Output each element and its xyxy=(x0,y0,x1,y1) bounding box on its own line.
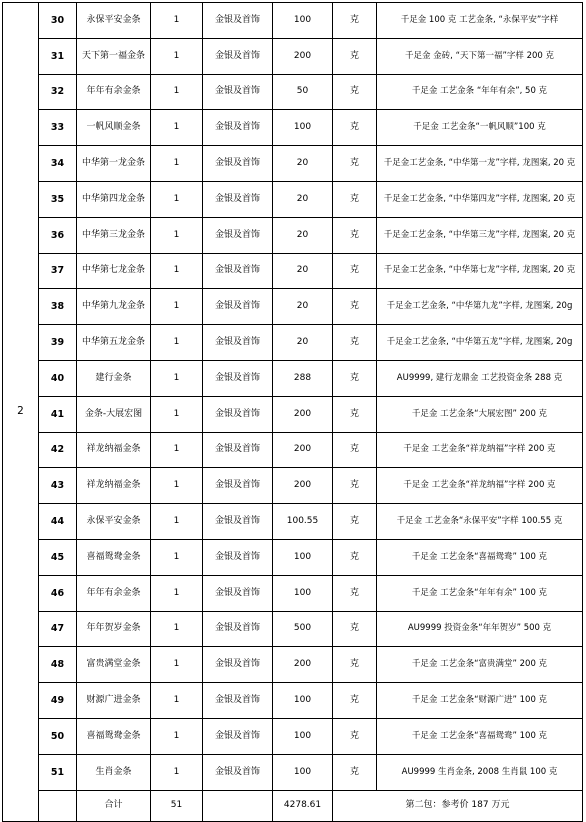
category-cell: 金银及首饰 xyxy=(203,3,273,39)
item-number-cell: 38 xyxy=(39,289,77,325)
item-number-cell: 33 xyxy=(39,110,77,146)
unit-cell: 克 xyxy=(333,539,377,575)
description-cell: AU9999, 建行龙鼎金 工艺投资金条 288 克 xyxy=(377,360,583,396)
quantity-cell: 1 xyxy=(151,74,203,110)
description-cell: 千足金 工艺金条“富贵满堂” 200 克 xyxy=(377,647,583,683)
description-cell: 千足金工艺金条, “中华第三龙”字样, 龙图案, 20 克 xyxy=(377,217,583,253)
table-row xyxy=(3,468,583,504)
table-row xyxy=(3,432,583,468)
weight-cell: 20 xyxy=(273,217,333,253)
item-number-cell: 32 xyxy=(39,74,77,110)
weight-cell: 100 xyxy=(273,3,333,39)
table-row xyxy=(3,360,583,396)
item-number-cell: 35 xyxy=(39,181,77,217)
weight-cell: 288 xyxy=(273,360,333,396)
unit-cell: 克 xyxy=(333,110,377,146)
item-name-cell: 建行金条 xyxy=(77,360,151,396)
quantity-cell: 1 xyxy=(151,253,203,289)
weight-cell: 100 xyxy=(273,754,333,790)
weight-cell: 100.55 xyxy=(273,504,333,540)
item-name-cell: 祥龙纳福金条 xyxy=(77,468,151,504)
item-name-cell: 祥龙纳福金条 xyxy=(77,432,151,468)
weight-cell: 500 xyxy=(273,611,333,647)
unit-cell: 克 xyxy=(333,253,377,289)
quantity-cell: 1 xyxy=(151,683,203,719)
item-number-cell: 31 xyxy=(39,38,77,74)
quantity-cell: 1 xyxy=(151,504,203,540)
table-row xyxy=(3,217,583,253)
unit-cell: 克 xyxy=(333,432,377,468)
category-cell: 金银及首饰 xyxy=(203,754,273,790)
quantity-cell: 1 xyxy=(151,718,203,754)
weight-cell: 200 xyxy=(273,396,333,432)
weight-cell: 20 xyxy=(273,146,333,182)
category-cell: 金银及首饰 xyxy=(203,575,273,611)
weight-cell: 200 xyxy=(273,432,333,468)
item-name-cell: 财源广进金条 xyxy=(77,683,151,719)
item-name-cell: 永保平安金条 xyxy=(77,504,151,540)
description-cell: 千足金 金砖, “天下第一福”字样 200 克 xyxy=(377,38,583,74)
weight-cell: 20 xyxy=(273,289,333,325)
description-cell: 千足金 工艺金条“喜福鸳鸯” 100 克 xyxy=(377,718,583,754)
weight-cell: 200 xyxy=(273,647,333,683)
unit-cell: 克 xyxy=(333,325,377,361)
weight-cell: 20 xyxy=(273,253,333,289)
item-name-cell: 一帆风顺金条 xyxy=(77,110,151,146)
quantity-cell: 1 xyxy=(151,110,203,146)
description-cell: 千足金工艺金条, “中华第七龙”字样, 龙图案, 20 克 xyxy=(377,253,583,289)
table-row xyxy=(3,146,583,182)
table-row xyxy=(3,575,583,611)
item-number-cell: 45 xyxy=(39,539,77,575)
description-cell: 千足金工艺金条, “中华第九龙”字样, 龙图案, 20g xyxy=(377,289,583,325)
description-cell: 千足金 工艺金条 “年年有余”, 50 克 xyxy=(377,74,583,110)
weight-cell: 100 xyxy=(273,539,333,575)
table-row xyxy=(3,396,583,432)
unit-cell: 克 xyxy=(333,289,377,325)
table-row xyxy=(3,539,583,575)
weight-cell: 50 xyxy=(273,74,333,110)
item-number-cell: 43 xyxy=(39,468,77,504)
table-row xyxy=(3,38,583,74)
item-number-cell: 37 xyxy=(39,253,77,289)
category-cell: 金银及首饰 xyxy=(203,611,273,647)
item-name-cell: 中华第五龙金条 xyxy=(77,325,151,361)
item-number-cell: 41 xyxy=(39,396,77,432)
item-number-cell: 42 xyxy=(39,432,77,468)
table-row xyxy=(3,3,583,39)
item-number-cell: 47 xyxy=(39,611,77,647)
item-name-cell: 永保平安金条 xyxy=(77,3,151,39)
category-cell: 金银及首饰 xyxy=(203,253,273,289)
table-row xyxy=(3,683,583,719)
category-cell: 金银及首饰 xyxy=(203,504,273,540)
item-number-cell: 39 xyxy=(39,325,77,361)
quantity-cell: 1 xyxy=(151,575,203,611)
description-cell: 千足金 工艺金条“年年有余” 100 克 xyxy=(377,575,583,611)
item-name-cell: 富贵满堂金条 xyxy=(77,647,151,683)
item-name-cell: 中华第九龙金条 xyxy=(77,289,151,325)
item-number-cell: 40 xyxy=(39,360,77,396)
item-number-cell: 30 xyxy=(39,3,77,39)
table-row xyxy=(3,325,583,361)
description-cell: 千足金 工艺金条“祥龙纳福”字样 200 克 xyxy=(377,468,583,504)
quantity-cell: 1 xyxy=(151,3,203,39)
quantity-cell: 1 xyxy=(151,432,203,468)
weight-cell: 20 xyxy=(273,325,333,361)
quantity-cell: 1 xyxy=(151,289,203,325)
item-number-cell: 34 xyxy=(39,146,77,182)
item-number-cell: 51 xyxy=(39,754,77,790)
total-empty-cell xyxy=(39,790,77,821)
item-name-cell: 中华第七龙金条 xyxy=(77,253,151,289)
weight-cell: 100 xyxy=(273,683,333,719)
item-number-cell: 50 xyxy=(39,718,77,754)
group-number-cell: 2 xyxy=(3,3,39,822)
table-row xyxy=(3,718,583,754)
item-number-cell: 46 xyxy=(39,575,77,611)
category-cell: 金银及首饰 xyxy=(203,396,273,432)
category-cell: 金银及首饰 xyxy=(203,360,273,396)
category-cell: 金银及首饰 xyxy=(203,74,273,110)
weight-cell: 200 xyxy=(273,38,333,74)
table-row xyxy=(3,647,583,683)
category-cell: 金银及首饰 xyxy=(203,647,273,683)
table-row xyxy=(3,74,583,110)
weight-cell: 200 xyxy=(273,468,333,504)
category-cell: 金银及首饰 xyxy=(203,539,273,575)
table-row xyxy=(3,611,583,647)
quantity-cell: 1 xyxy=(151,146,203,182)
unit-cell: 克 xyxy=(333,360,377,396)
unit-cell: 克 xyxy=(333,504,377,540)
quantity-cell: 1 xyxy=(151,325,203,361)
category-cell: 金银及首饰 xyxy=(203,289,273,325)
category-cell: 金银及首饰 xyxy=(203,110,273,146)
quantity-cell: 1 xyxy=(151,181,203,217)
weight-cell: 100 xyxy=(273,575,333,611)
item-name-cell: 中华第四龙金条 xyxy=(77,181,151,217)
category-cell: 金银及首饰 xyxy=(203,718,273,754)
total-empty-cell xyxy=(203,790,273,821)
unit-cell: 克 xyxy=(333,611,377,647)
item-name-cell: 年年有余金条 xyxy=(77,575,151,611)
description-cell: 千足金 工艺金条“一帆风顺”100 克 xyxy=(377,110,583,146)
weight-cell: 100 xyxy=(273,110,333,146)
quantity-cell: 1 xyxy=(151,360,203,396)
category-cell: 金银及首饰 xyxy=(203,325,273,361)
unit-cell: 克 xyxy=(333,38,377,74)
quantity-cell: 1 xyxy=(151,217,203,253)
table-row xyxy=(3,504,583,540)
total-weight-cell: 4278.61 xyxy=(273,790,333,821)
unit-cell: 克 xyxy=(333,181,377,217)
table-row xyxy=(3,754,583,790)
category-cell: 金银及首饰 xyxy=(203,468,273,504)
total-note-cell: 第二包：参考价 187 万元 xyxy=(333,790,583,821)
unit-cell: 克 xyxy=(333,146,377,182)
quantity-cell: 1 xyxy=(151,611,203,647)
category-cell: 金银及首饰 xyxy=(203,181,273,217)
description-cell: 千足金工艺金条, “中华第一龙”字样, 龙图案, 20 克 xyxy=(377,146,583,182)
total-row xyxy=(3,790,583,821)
quantity-cell: 1 xyxy=(151,754,203,790)
unit-cell: 克 xyxy=(333,647,377,683)
description-cell: 千足金 工艺金条“喜福鸳鸯” 100 克 xyxy=(377,539,583,575)
description-cell: 千足金工艺金条, “中华第五龙”字样, 龙图案, 20g xyxy=(377,325,583,361)
total-label-cell: 合计 xyxy=(77,790,151,821)
unit-cell: 克 xyxy=(333,575,377,611)
quantity-cell: 1 xyxy=(151,647,203,683)
total-quantity-cell: 51 xyxy=(151,790,203,821)
description-cell: 千足金 工艺金条“祥龙纳福”字样 200 克 xyxy=(377,432,583,468)
item-number-cell: 48 xyxy=(39,647,77,683)
description-cell: 千足金 工艺金条“财源广进” 100 克 xyxy=(377,683,583,719)
table-row xyxy=(3,253,583,289)
item-name-cell: 年年贺岁金条 xyxy=(77,611,151,647)
table-row xyxy=(3,181,583,217)
quantity-cell: 1 xyxy=(151,468,203,504)
weight-cell: 20 xyxy=(273,181,333,217)
item-number-cell: 36 xyxy=(39,217,77,253)
unit-cell: 克 xyxy=(333,468,377,504)
category-cell: 金银及首饰 xyxy=(203,146,273,182)
unit-cell: 克 xyxy=(333,217,377,253)
item-name-cell: 喜福鸳鸯金条 xyxy=(77,539,151,575)
unit-cell: 克 xyxy=(333,683,377,719)
category-cell: 金银及首饰 xyxy=(203,432,273,468)
description-cell: 千足金 工艺金条“永保平安”字样 100.55 克 xyxy=(377,504,583,540)
quantity-cell: 1 xyxy=(151,396,203,432)
weight-cell: 100 xyxy=(273,718,333,754)
gold-bar-inventory-table xyxy=(2,2,583,822)
category-cell: 金银及首饰 xyxy=(203,683,273,719)
item-number-cell: 44 xyxy=(39,504,77,540)
description-cell: 千足金 工艺金条“大展宏图” 200 克 xyxy=(377,396,583,432)
unit-cell: 克 xyxy=(333,74,377,110)
table-row xyxy=(3,110,583,146)
description-cell: 千足金 100 克 工艺金条, “永保平安”字样 xyxy=(377,3,583,39)
unit-cell: 克 xyxy=(333,3,377,39)
item-number-cell: 49 xyxy=(39,683,77,719)
quantity-cell: 1 xyxy=(151,539,203,575)
item-name-cell: 喜福鸳鸯金条 xyxy=(77,718,151,754)
item-name-cell: 中华第一龙金条 xyxy=(77,146,151,182)
description-cell: AU9999 投资金条“年年贺岁” 500 克 xyxy=(377,611,583,647)
description-cell: 千足金工艺金条, “中华第四龙”字样, 龙图案, 20 克 xyxy=(377,181,583,217)
unit-cell: 克 xyxy=(333,718,377,754)
item-name-cell: 中华第三龙金条 xyxy=(77,217,151,253)
quantity-cell: 1 xyxy=(151,38,203,74)
item-name-cell: 年年有余金条 xyxy=(77,74,151,110)
unit-cell: 克 xyxy=(333,396,377,432)
item-name-cell: 生肖金条 xyxy=(77,754,151,790)
item-name-cell: 天下第一福金条 xyxy=(77,38,151,74)
description-cell: AU9999 生肖金条, 2008 生肖鼠 100 克 xyxy=(377,754,583,790)
table-row xyxy=(3,289,583,325)
unit-cell: 克 xyxy=(333,754,377,790)
category-cell: 金银及首饰 xyxy=(203,217,273,253)
item-name-cell: 金条-大展宏图 xyxy=(77,396,151,432)
category-cell: 金银及首饰 xyxy=(203,38,273,74)
